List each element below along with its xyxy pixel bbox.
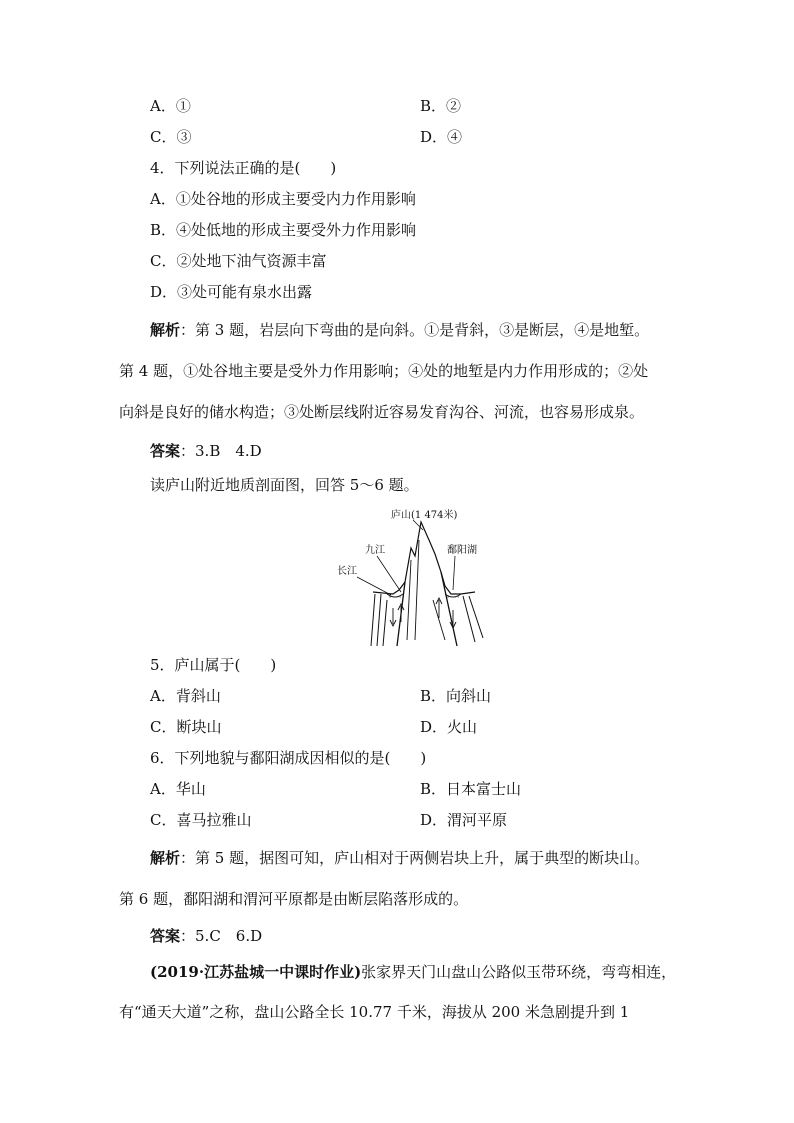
answer-text: ：3.B 4.D bbox=[180, 442, 262, 460]
q4-option-c: C．②处地下油气资源丰富 bbox=[150, 252, 327, 270]
analysis-2-first-line bbox=[150, 848, 649, 868]
analysis-label: 解析 bbox=[150, 321, 181, 339]
peak-leader-line bbox=[413, 520, 423, 530]
analysis-2-second-line: 第 6 题，鄱阳湖和渭河平原都是由断层陷落形成的。 bbox=[119, 890, 469, 908]
figure-jiujiang-label: 九江 bbox=[365, 545, 385, 556]
question-source: (2019·江苏盐城一中课时作业) bbox=[150, 963, 362, 981]
analysis-1-first-line bbox=[150, 320, 649, 340]
q4-option-b: B．④处低地的形成主要受外力作用影响 bbox=[150, 221, 417, 239]
q5-option-b: B．向斜山 bbox=[420, 687, 492, 705]
answer-text: ：5.C 6.D bbox=[180, 927, 263, 945]
next-question-first-line bbox=[150, 962, 676, 982]
q5-option-d: D．火山 bbox=[420, 718, 478, 736]
q5-option-a: A．背斜山 bbox=[150, 687, 221, 705]
figure-poyang-label: 鄱阳湖 bbox=[447, 545, 477, 556]
analysis-1-third-line: 向斜是良好的储水构造；③处断层线附近容易发育沟谷、河流，也容易形成泉。 bbox=[119, 403, 645, 421]
left-strata-line-3 bbox=[383, 600, 387, 646]
analysis-text: ：第 5 题，据图可知，庐山相对于两侧岩块上升，属于典型的断块山。 bbox=[180, 849, 650, 867]
q3-option-a: A．① bbox=[150, 97, 191, 115]
answer-label: 答案 bbox=[150, 442, 181, 460]
left-strata-line-2 bbox=[377, 594, 381, 646]
answer-2 bbox=[150, 926, 262, 946]
q5-stem: 5．庐山属于( ) bbox=[150, 656, 277, 674]
q4-option-d: D．③处可能有泉水出露 bbox=[150, 283, 313, 301]
analysis-text: ：第 3 题，岩层向下弯曲的是向斜。①是背斜，③是断层，④是地堑。 bbox=[180, 321, 650, 339]
jiujiang-leader-line bbox=[377, 556, 401, 592]
q3-option-c: C．③ bbox=[150, 128, 192, 146]
q6-option-b: B．日本富士山 bbox=[420, 780, 522, 798]
question-text: 张家界天门山盘山公路似玉带环绕，弯弯相连， bbox=[361, 963, 677, 981]
figure-peak-label: 庐山(1 474米) bbox=[391, 510, 458, 521]
analysis-label: 解析 bbox=[150, 849, 181, 867]
q6-option-a: A．华山 bbox=[150, 780, 206, 798]
q3-option-d: D．④ bbox=[420, 128, 463, 146]
next-question-second-line: 有“通天大道”之称，盘山公路全长 10.77 千米，海拔从 200 米急剧提升到 1 bbox=[119, 1003, 630, 1021]
answer-1 bbox=[150, 441, 262, 461]
terrain-profile bbox=[373, 522, 475, 594]
analysis-1-second-line: 第 4 题，①处谷地主要是受外力作用影响；④处的地堑是内力作用形成的；②处 bbox=[119, 362, 649, 380]
horst-strata-line-1 bbox=[407, 560, 411, 640]
figure-changjiang-label: 长江 bbox=[337, 566, 357, 577]
left-strata-line-1 bbox=[371, 594, 375, 646]
lushan-cross-section-figure bbox=[335, 500, 495, 650]
q6-stem: 6．下列地貌与鄱阳湖成因相似的是( ) bbox=[150, 749, 427, 767]
q3-option-b: B．② bbox=[420, 97, 462, 115]
answer-label: 答案 bbox=[150, 927, 181, 945]
poyang-leader-line bbox=[453, 556, 455, 590]
right-fault-up-arrow bbox=[436, 598, 442, 618]
q5-option-c: C．断块山 bbox=[150, 718, 222, 736]
right-strata-line-2 bbox=[469, 596, 483, 638]
q4-option-a: A．①处谷地的形成主要受内力作用影响 bbox=[150, 190, 416, 208]
q4-stem: 4．下列说法正确的是( ) bbox=[150, 159, 337, 177]
q6-option-d: D．渭河平原 bbox=[420, 811, 508, 829]
left-fault-down-arrow bbox=[390, 608, 396, 626]
intro-text: 读庐山附近地质剖面图，回答 5～6 题。 bbox=[150, 476, 419, 494]
right-strata-line-1 bbox=[463, 596, 475, 642]
left-fault-up-arrow bbox=[398, 604, 404, 622]
q6-option-c: C．喜马拉雅山 bbox=[150, 811, 252, 829]
